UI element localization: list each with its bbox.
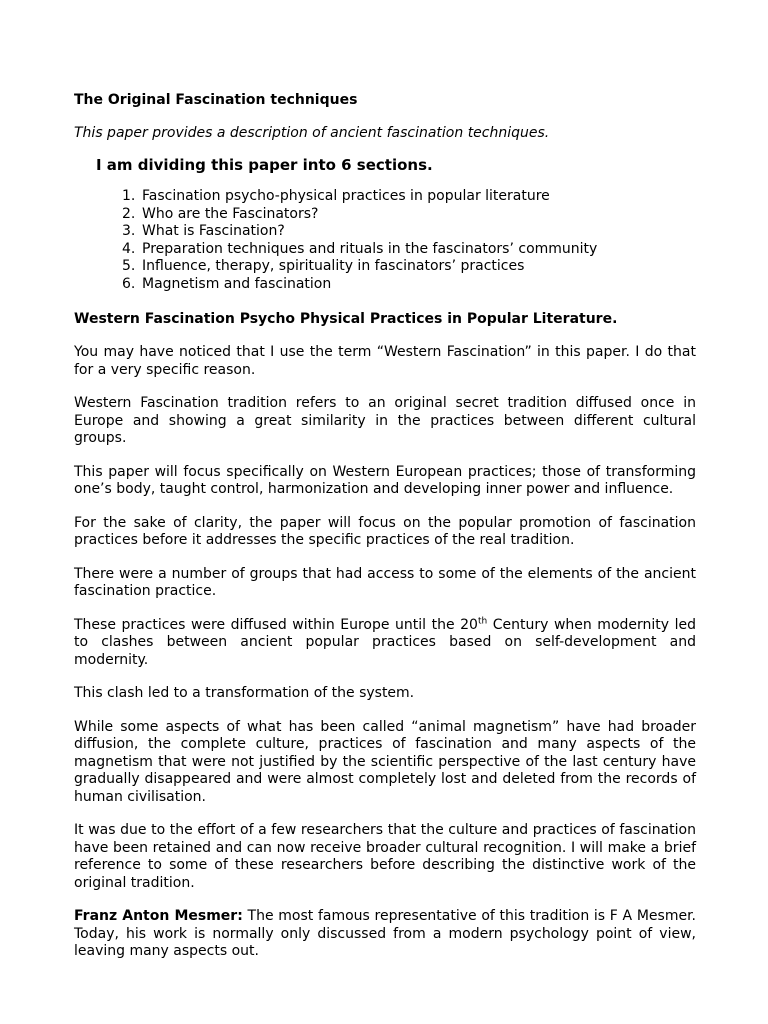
paragraph-mesmer: [74, 908, 696, 961]
section-heading: Western Fascination Psycho Physical Practices in Popular Literature.: [74, 311, 618, 327]
toc-item: [122, 258, 696, 276]
paragraph-clarity: For the sake of clarity, the paper will focus on the popular promotion of fascination practices before it addresses the specific practices of the real tradition.: [74, 514, 696, 548]
toc-number: 5.: [122, 258, 136, 274]
paragraph-diffusion: [74, 617, 696, 670]
toc-number: 3.: [122, 223, 136, 239]
toc-number: 6.: [122, 275, 136, 292]
toc-item: [122, 241, 696, 259]
toc-number: 4.: [122, 240, 136, 257]
toc-text: Who are the Fascinators?: [142, 205, 319, 222]
document-subtitle: This paper provides a description of ancient fascination techniques.: [74, 125, 550, 141]
toc-text: Magnetism and fascination: [142, 275, 332, 292]
toc-text: What is Fascination?: [142, 223, 285, 239]
toc-number: 1.: [122, 188, 136, 204]
toc-item: [122, 276, 696, 294]
toc-item: [122, 223, 696, 241]
ordinal-suffix: th: [477, 615, 488, 626]
paragraph-diffusion-start: These practices were diffused within Europe until the 20: [74, 616, 478, 633]
paragraph-diffusion-end: Century when modernity led to clashes between ancient popular practices based on self-development and modernity.: [74, 616, 696, 668]
table-of-contents: [74, 188, 696, 293]
paragraph-clash: This clash led to a transformation of the system.: [74, 685, 415, 701]
toc-text: Fascination psycho-physical practices in popular literature: [142, 188, 550, 204]
sections-intro: I am dividing this paper into 6 sections.: [96, 156, 433, 174]
mesmer-text: The most famous representative of this tradition is F A Mesmer. Today, his work is normally only discussed from a modern psychology point of view, leaving many aspects out.: [74, 908, 696, 959]
toc-text: Preparation techniques and rituals in the fascinators’ community: [142, 240, 598, 257]
toc-item: [122, 188, 696, 206]
paragraph-animal-magnetism: While some aspects of what has been called “animal magnetism” have had broader diffusion, the complete culture, practices of fascination and many aspects of the magnetism that were not justified by the scientific perspective of the last century have gradually disappeared and were almost completely lost and deleted from the records of human civilisation.: [74, 718, 696, 805]
paragraph-focus: This paper will focus specifically on Western European practices; those of transforming one’s body, taught control, harmonization and developing inner power and influence.: [74, 463, 696, 497]
toc-text: Influence, therapy, spirituality in fascinators’ practices: [142, 258, 525, 274]
toc-number: 2.: [122, 205, 136, 222]
document-title: The Original Fascination techniques: [74, 92, 358, 108]
paragraph-researchers: It was due to the effort of a few researchers that the culture and practices of fascination have been retained and can now receive broader cultural recognition. I will make a brief reference to some of these researchers before describing the distinctive work of the original tradition.: [74, 822, 696, 891]
paragraph-tradition-definition: Western Fascination tradition refers to an original secret tradition diffused once in Europe and showing a great similarity in the practices between different cultural groups.: [74, 395, 696, 446]
mesmer-name: Franz Anton Mesmer:: [74, 908, 243, 924]
document-page: [74, 92, 696, 961]
paragraph-western-term: You may have noticed that I use the term “Western Fascination” in this paper. I do that for a very specific reason.: [74, 344, 696, 378]
paragraph-groups: There were a number of groups that had access to some of the elements of the ancient fascination practice.: [74, 565, 696, 599]
toc-item: [122, 206, 696, 224]
